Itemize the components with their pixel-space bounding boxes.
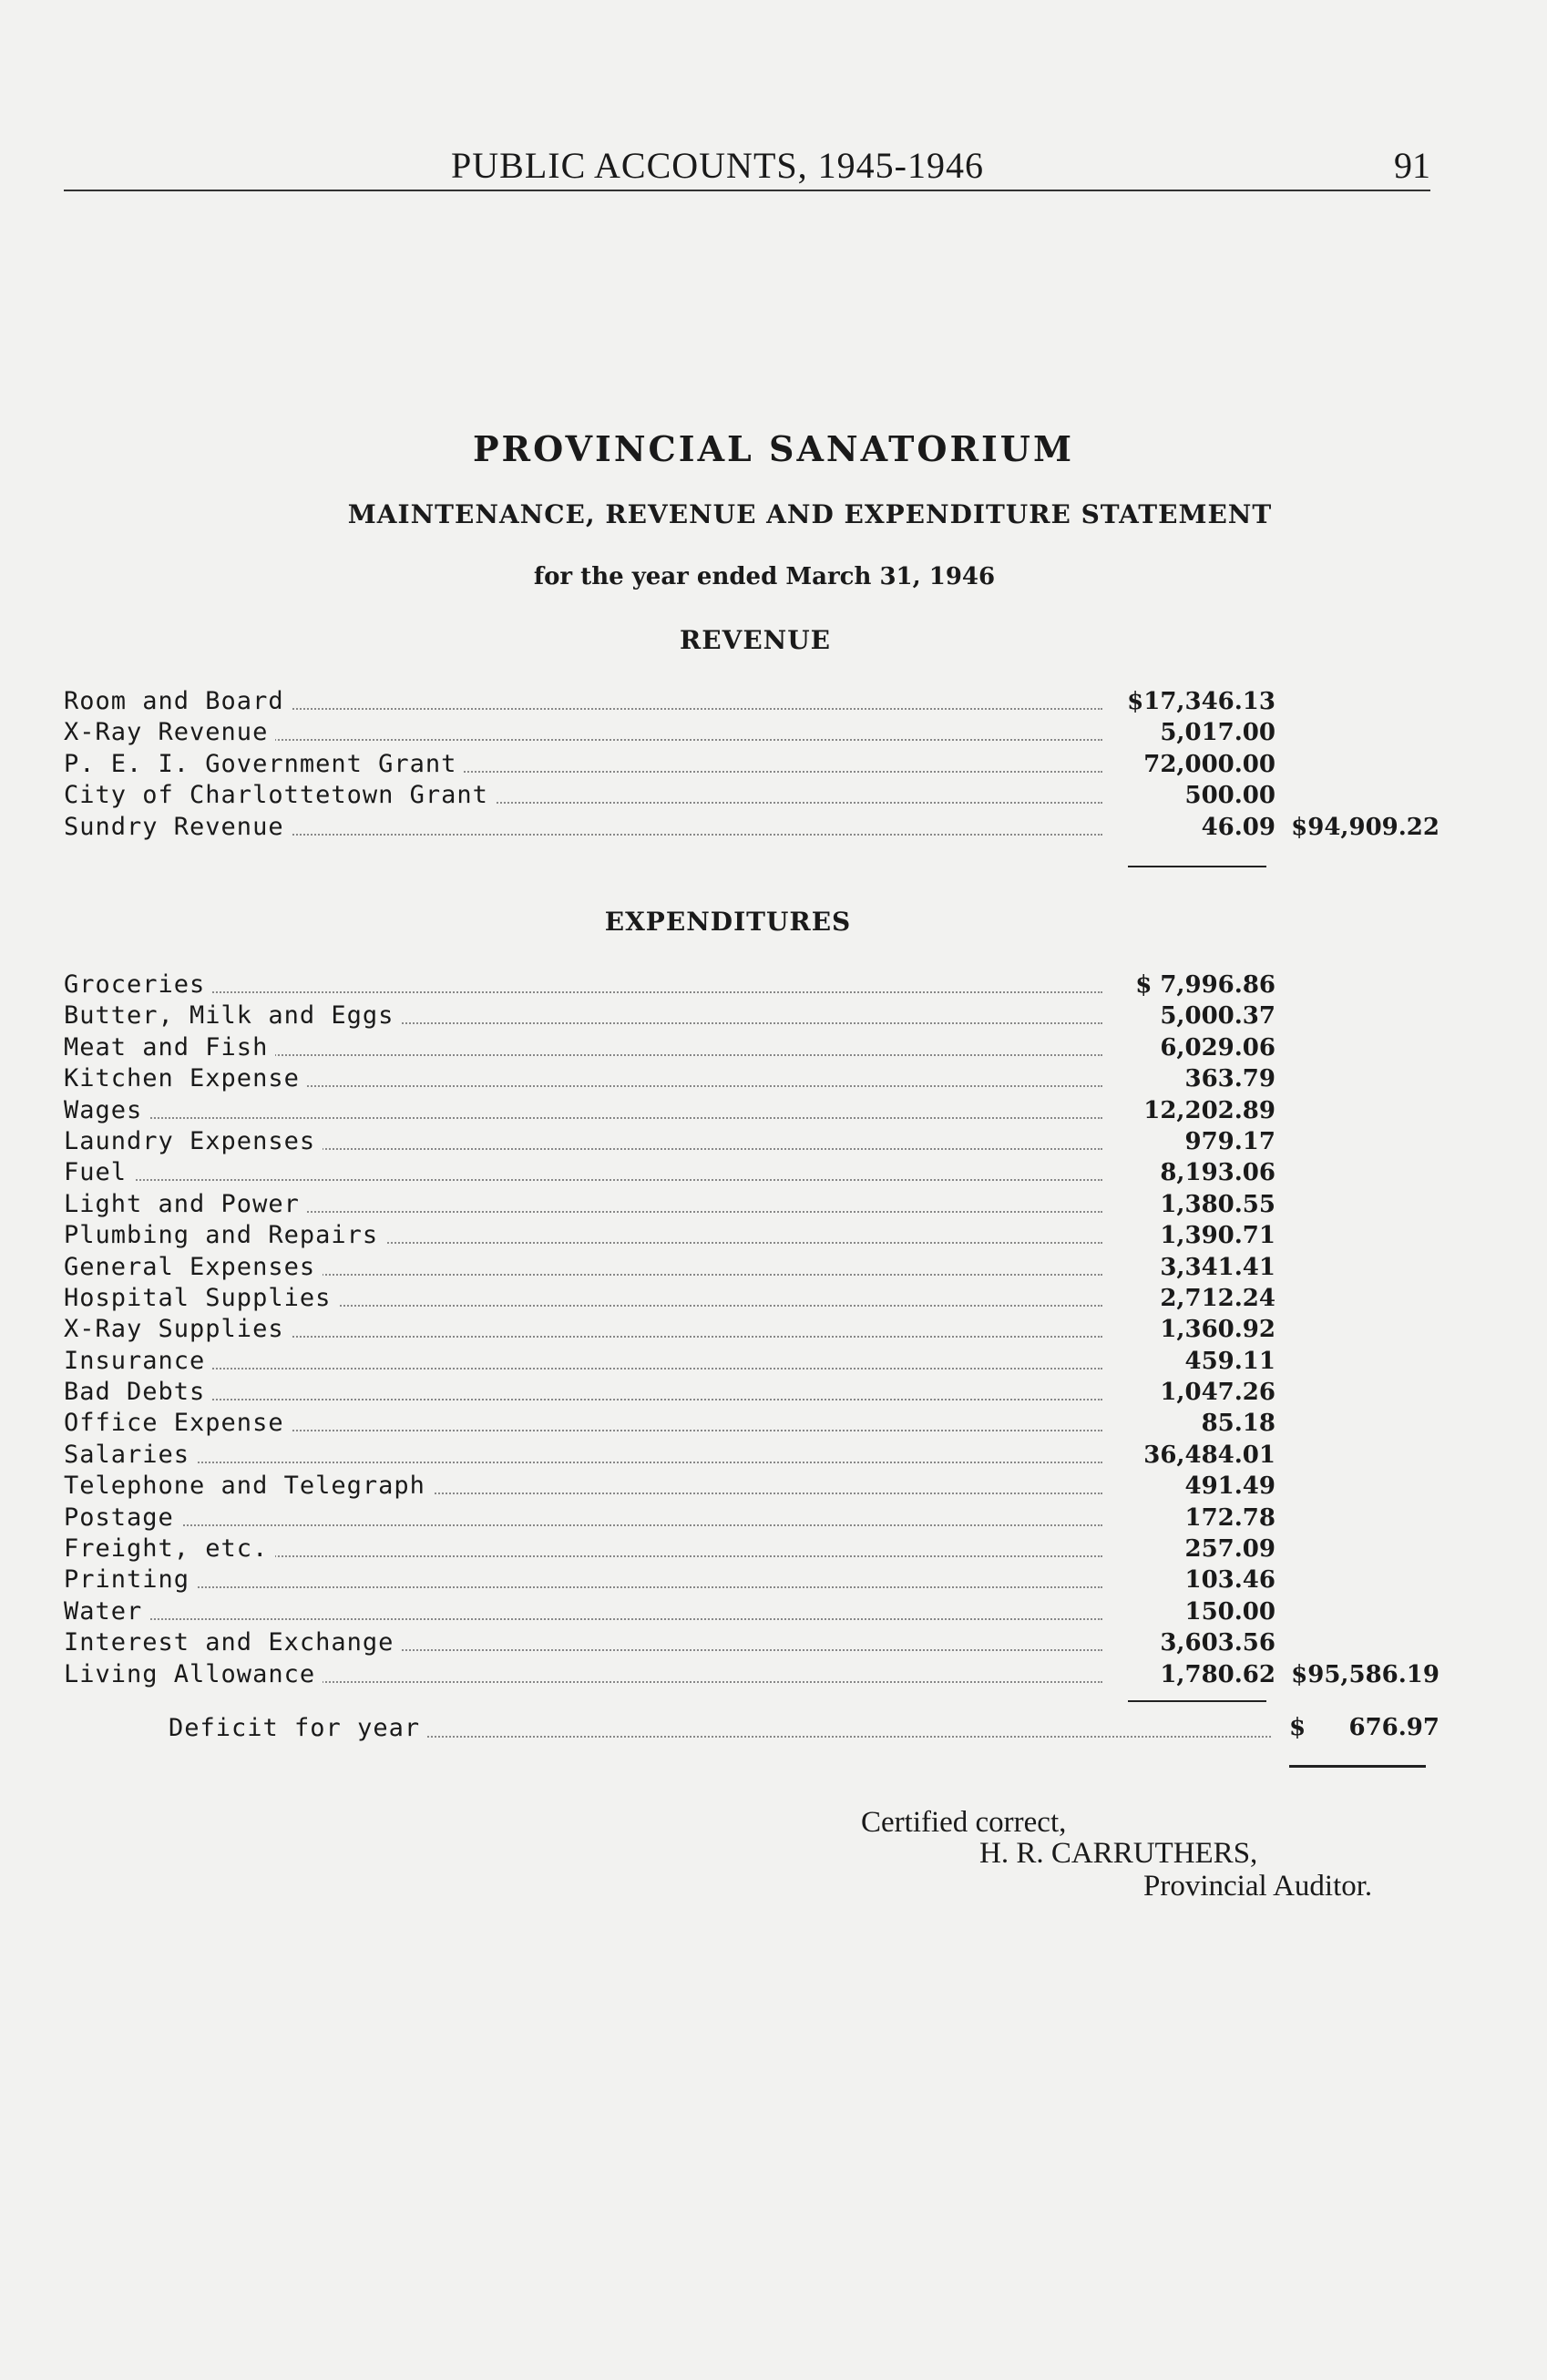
expenditure-label: Insurance — [64, 1346, 212, 1377]
expenditure-label: Salaries — [64, 1440, 197, 1471]
expenditure-row — [64, 1346, 1439, 1377]
leader-dots — [64, 1117, 1102, 1119]
expenditure-amount: 85.18 — [1201, 1410, 1276, 1438]
expenditure-label: Fuel — [64, 1157, 134, 1188]
expenditure-row — [64, 1471, 1439, 1502]
leader-dots — [64, 1586, 1102, 1588]
expenditure-amount: 6,029.06 — [1160, 1033, 1276, 1062]
revenue-amount: 72,000.00 — [1143, 750, 1276, 778]
revenue-subtotal-rule — [1128, 866, 1266, 867]
expenditure-amount: 257.09 — [1184, 1535, 1276, 1564]
deficit-label: Deficit for year — [169, 1714, 427, 1742]
expenditure-label: Office Expense — [64, 1408, 292, 1439]
expenditure-amount: 1,380.55 — [1160, 1190, 1276, 1218]
expenditure-label: Printing — [64, 1564, 197, 1595]
statement-subtitle: MAINTENANCE, REVENUE AND EXPENDITURE STATEMENT — [347, 499, 1273, 529]
expenditure-amount: 150.00 — [1184, 1597, 1276, 1626]
revenue-amount: $17,346.13 — [1127, 688, 1276, 715]
expenditure-row — [64, 1534, 1439, 1564]
page-number: 91 — [1394, 145, 1430, 186]
deficit-underline — [1289, 1765, 1426, 1768]
running-title: PUBLIC ACCOUNTS, 1945-1946 — [451, 145, 984, 186]
expenditure-label: Hospital Supplies — [64, 1283, 338, 1314]
expenditure-amount: 3,341.41 — [1160, 1253, 1276, 1281]
expenditure-row — [64, 1032, 1439, 1063]
revenue-label: City of Charlottetown Grant — [64, 780, 496, 811]
expenditure-row — [64, 1440, 1439, 1471]
expenditure-amount: 459.11 — [1184, 1347, 1276, 1375]
expenditure-row — [64, 1252, 1439, 1283]
expenditure-row — [64, 1408, 1439, 1439]
leader-dots — [64, 1368, 1102, 1370]
expenditure-label: X-Ray Supplies — [64, 1314, 292, 1345]
expenditure-label: Interest and Exchange — [64, 1627, 401, 1658]
expenditure-amount: 1,780.62 — [1160, 1660, 1276, 1688]
expenditure-amount: 12,202.89 — [1143, 1096, 1276, 1124]
revenue-total: $94,909.22 — [1291, 813, 1439, 841]
leader-dots — [64, 1399, 1102, 1400]
expenditure-label: Telephone and Telegraph — [64, 1471, 433, 1502]
expenditure-amount: 979.17 — [1184, 1127, 1276, 1155]
revenue-row — [64, 717, 1439, 748]
leader-dots — [64, 1524, 1102, 1526]
expenditure-row — [64, 1126, 1439, 1157]
auditor-title: Provincial Auditor. — [1143, 1870, 1373, 1903]
expenditures-subtotal-rule — [1128, 1700, 1266, 1702]
expenditure-amount: 363.79 — [1184, 1065, 1276, 1093]
expenditure-amount: 3,603.56 — [1160, 1629, 1276, 1657]
deficit-currency-sign: $ — [1289, 1714, 1306, 1741]
revenue-row — [64, 812, 1439, 843]
expenditure-total: $95,586.19 — [1291, 1660, 1439, 1688]
auditor-name: H. R. CARRUTHERS, — [979, 1837, 1258, 1870]
expenditure-row — [64, 1220, 1439, 1251]
expenditure-label: General Expenses — [64, 1252, 323, 1283]
expenditure-row — [64, 969, 1439, 1000]
leader-dots — [64, 1179, 1102, 1181]
expenditure-row — [64, 1627, 1439, 1658]
revenue-amount: 5,017.00 — [1160, 719, 1276, 747]
expenditure-row — [64, 1659, 1439, 1690]
expenditure-row — [64, 1063, 1439, 1094]
expenditure-amount: 1,047.26 — [1160, 1379, 1276, 1407]
statement-period: for the year ended March 31, 1946 — [533, 563, 996, 590]
expenditure-amount: 1,360.92 — [1160, 1316, 1276, 1344]
expenditure-label: Postage — [64, 1503, 181, 1534]
expenditure-row — [64, 1095, 1439, 1126]
expenditure-label: Water — [64, 1596, 149, 1627]
certification-line: Certified correct, — [861, 1806, 1067, 1839]
leader-dots — [64, 1462, 1102, 1463]
revenue-label: Sundry Revenue — [64, 812, 292, 843]
expenditure-amount: 2,712.24 — [1160, 1284, 1276, 1312]
leader-dots — [64, 991, 1102, 993]
expenditure-amount: $ 7,996.86 — [1135, 971, 1276, 999]
expenditure-label: Kitchen Expense — [64, 1063, 307, 1094]
revenue-label: X-Ray Revenue — [64, 717, 275, 748]
statement-title: PROVINCIAL SANATORIUM — [472, 428, 1075, 469]
expenditure-label: Wages — [64, 1095, 149, 1126]
expenditure-amount: 172.78 — [1184, 1503, 1276, 1532]
page-header — [64, 137, 1430, 191]
expenditure-label: Meat and Fish — [64, 1032, 275, 1063]
revenue-table — [64, 686, 1439, 843]
revenue-row — [64, 686, 1439, 717]
expenditure-row — [64, 1377, 1439, 1408]
revenue-label: Room and Board — [64, 686, 292, 717]
expenditure-row — [64, 1000, 1439, 1031]
revenue-heading: REVENUE — [679, 625, 832, 655]
expenditure-label: Laundry Expenses — [64, 1126, 323, 1157]
expenditure-label: Light and Power — [64, 1189, 307, 1220]
expenditure-label: Bad Debts — [64, 1377, 212, 1408]
expenditure-amount: 1,390.71 — [1160, 1222, 1276, 1250]
expenditure-amount: 491.49 — [1184, 1472, 1276, 1501]
expenditure-row — [64, 1189, 1439, 1220]
header-rule — [64, 190, 1430, 191]
expenditure-row — [64, 1596, 1439, 1627]
expenditure-amount: 36,484.01 — [1143, 1441, 1276, 1469]
expenditure-row — [64, 1503, 1439, 1534]
expenditure-row — [64, 1564, 1439, 1595]
revenue-label: P. E. I. Government Grant — [64, 749, 464, 780]
expenditures-heading: EXPENDITURES — [604, 907, 852, 937]
expenditure-row — [64, 1157, 1439, 1188]
revenue-amount: 500.00 — [1184, 782, 1276, 810]
expenditure-label: Living Allowance — [64, 1659, 323, 1690]
expenditure-amount: 103.46 — [1184, 1566, 1276, 1595]
deficit-amount: 676.97 — [1348, 1714, 1439, 1741]
revenue-row — [64, 780, 1439, 811]
expenditure-row — [64, 1314, 1439, 1345]
deficit-row — [169, 1714, 1439, 1747]
expenditure-label: Butter, Milk and Eggs — [64, 1000, 401, 1031]
expenditure-label: Plumbing and Repairs — [64, 1220, 385, 1251]
expenditure-label: Freight, etc. — [64, 1534, 275, 1564]
expenditure-amount: 8,193.06 — [1160, 1159, 1276, 1187]
revenue-amount: 46.09 — [1201, 813, 1276, 841]
expenditure-row — [64, 1283, 1439, 1314]
expenditures-table — [64, 969, 1439, 1690]
expenditure-label: Groceries — [64, 969, 212, 1000]
expenditure-amount: 5,000.37 — [1160, 1002, 1276, 1031]
leader-dots — [64, 1618, 1102, 1620]
revenue-row — [64, 749, 1439, 780]
